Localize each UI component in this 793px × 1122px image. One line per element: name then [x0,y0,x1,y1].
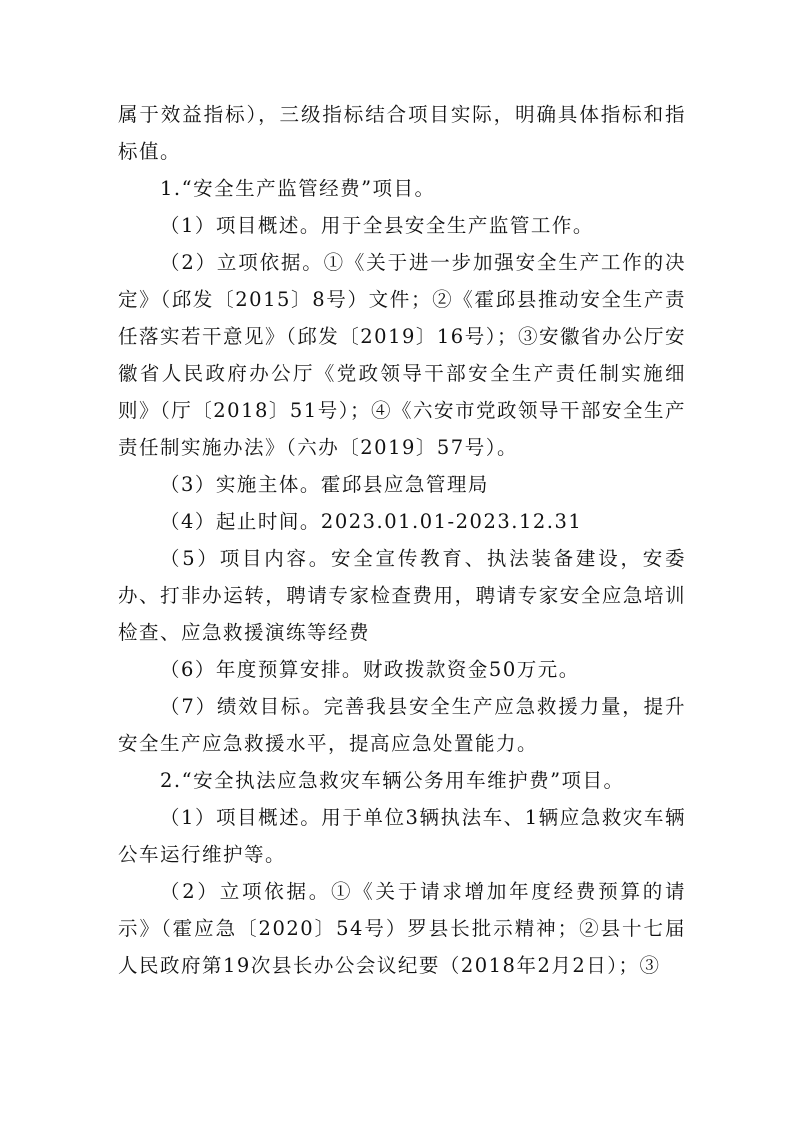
paragraph-project-1-content: （5）项目内容。安全宣传教育、执法装备建设，安委办、打非办运转，聘请专家检查费用，聘请专家安全应急培训检查、应急救援演练等经费 [118,547,686,644]
paragraph-project-2-overview: （1）项目概述。用于单位3辆执法车、1辆应急救灾车辆公车运行维护等。 [118,806,686,866]
paragraph-project-2-heading: 2.“安全执法应急救灾车辆公务用车维护费”项目。 [160,769,625,792]
paragraph-project-1-basis: （2）立项依据。①《关于进一步加强安全生产工作的决定》（邱发〔2015〕8号）文件；②《霍邱县推动安全生产责任落实若干意见》（邱发〔2019〕16号）；③安徽省办公厅安徽省人民政府办公厅《党政领导干部安全生产责任制实施细则》（厅〔2018〕51号）；④《六安市党政领导干部安全生产责任制实施办法》（六办〔2019〕57号）。 [118,251,686,459]
paragraph-project-1-period: （4）起止时间。2023.01.01-2023.12.31 [160,510,583,533]
paragraph-project-1-implementer: （3）实施主体。霍邱县应急管理局 [160,473,489,496]
document-body [118,96,686,984]
paragraph-project-1-budget: （6）年度预算安排。财政拨款资金50万元。 [160,658,580,681]
paragraph-project-2-basis: （2）立项依据。①《关于请求增加年度经费预算的请示》（霍应急〔2020〕54号）罗县长批示精神；②县十七届人民政府第19次县长办公会议纪要（2018年2月2日）；③ [118,880,686,977]
paragraph-continuation: 属于效益指标），三级指标结合项目实际，明确具体指标和指标值。 [118,103,686,163]
paragraph-project-1-heading: 1.“安全生产监管经费”项目。 [160,177,436,200]
paragraph-project-1-goal: （7）绩效目标。完善我县安全生产应急救援力量，提升安全生产应急救援水平，提高应急处置能力。 [118,695,686,755]
paragraph-project-1-overview: （1）项目概述。用于全县安全生产监管工作。 [160,214,594,237]
